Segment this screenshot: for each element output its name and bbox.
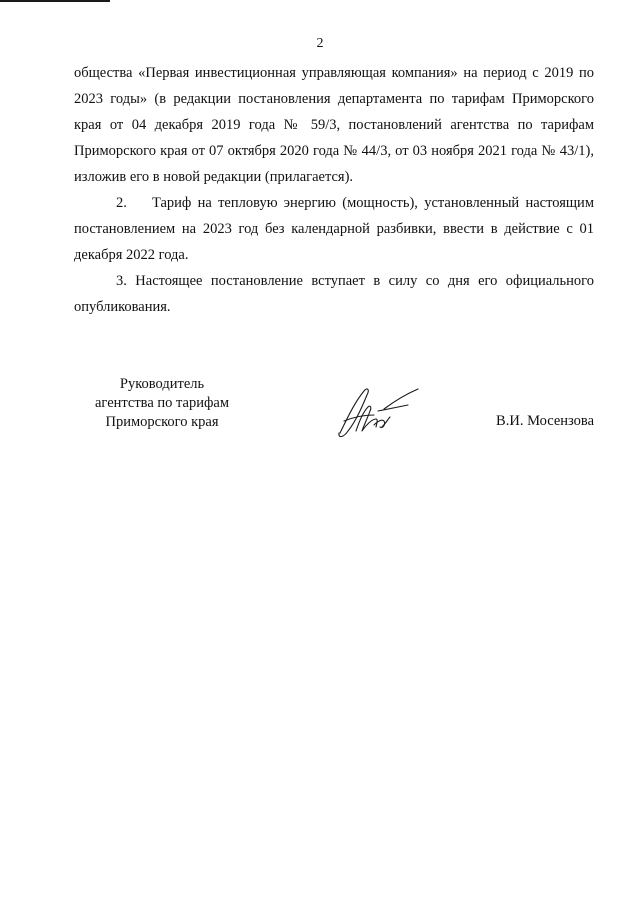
paragraph-tariff-clause: 2. Тариф на тепловую энергию (мощность), установленный настоящим постановлением на 2023 год без календарной разбивки, ввести в действие с 01 декабря 2022 года. — [74, 195, 594, 263]
handwritten-signature-icon — [334, 381, 424, 441]
scan-edge-mark — [0, 0, 110, 2]
signer-title-line-1: Руководитель — [119, 376, 205, 392]
paragraph-continuation: общества «Первая инвестиционная управляющая компания» на период с 2019 по 2023 годы» (в редакции постановления департамента по тарифам Приморского края от 04 декабря 2019 года № 59/3, постановлений агентства по тарифам Приморского края от 07 октября 2020 года № 44/3, от 03 ноября 2021 года № 43/1), изложив его в новой редакции (прилагается). — [74, 65, 594, 185]
signer-title — [74, 375, 250, 432]
signer-title-line-3: Приморского края — [105, 414, 219, 430]
signer-name: В.И. Мосензова — [496, 413, 594, 429]
signature-block — [0, 375, 640, 455]
document-body — [74, 60, 594, 320]
page-number: 2 — [316, 36, 324, 51]
signer-title-line-2: агентства по тарифам — [95, 395, 229, 411]
paragraph-effective-date: 3. Настоящее постановление вступает в силу со дня его официального опубликования. — [74, 273, 594, 315]
